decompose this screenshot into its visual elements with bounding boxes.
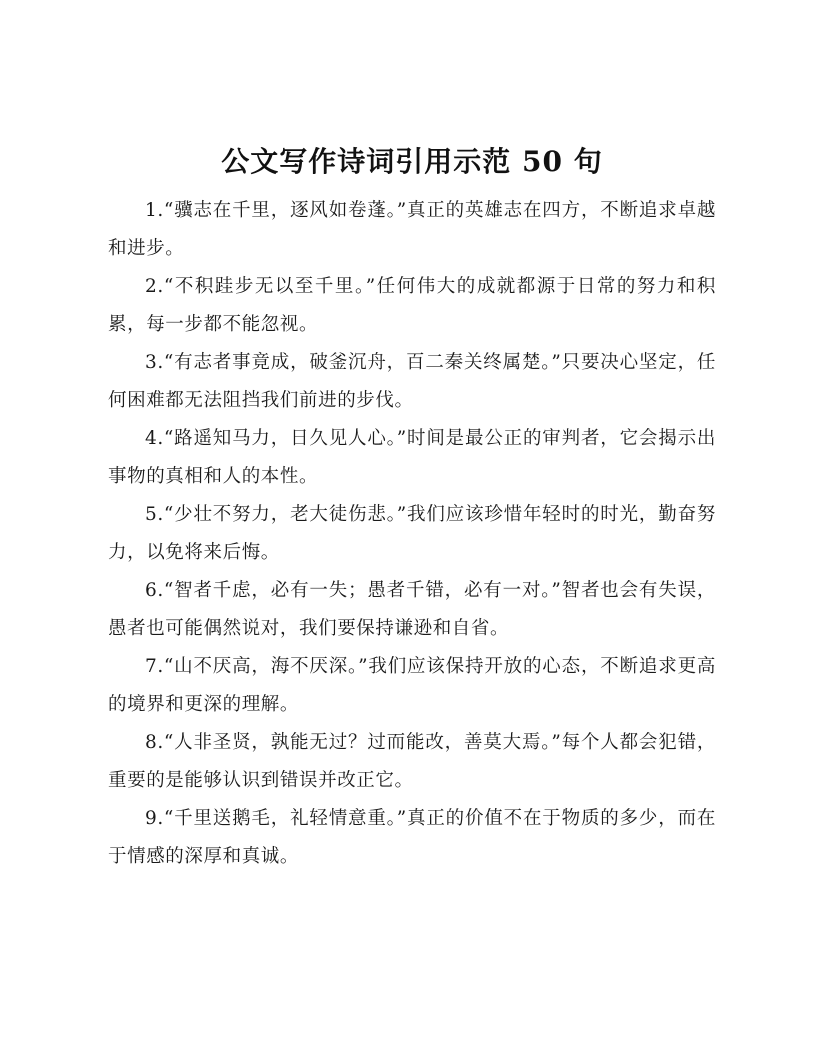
paragraph-6: 6.“智者千虑，必有一失；愚者千错，必有一对。”智者也会有失误，愚者也可能偶然说对，我们要保持谦逊和自省。 xyxy=(108,580,716,639)
paragraph-8: 8.“人非圣贤，孰能无过？过而能改，善莫大焉。”每个人都会犯错，重要的是能够认识到错误并改正它。 xyxy=(108,732,716,791)
paragraph-4: 4.“路遥知马力，日久见人心。”时间是最公正的审判者，它会揭示出事物的真相和人的本性。 xyxy=(108,428,716,487)
paragraph-9: 9.“千里送鹅毛，礼轻情意重。”真正的价值不在于物质的多少，而在于情感的深厚和真诚。 xyxy=(108,808,716,867)
paragraph-1: 1.“骥志在千里，逐风如卷蓬。”真正的英雄志在四方，不断追求卓越和进步。 xyxy=(108,200,716,259)
paragraph-7: 7.“山不厌高，海不厌深。”我们应该保持开放的心态，不断追求更高的境界和更深的理解。 xyxy=(108,656,716,715)
paragraph-2: 2.“不积跬步无以至千里。”任何伟大的成就都源于日常的努力和积累，每一步都不能忽视。 xyxy=(108,276,716,335)
document-body xyxy=(108,192,716,876)
document-title: 公文写作诗词引用示范 50 句 xyxy=(221,145,603,178)
paragraph-3: 3.“有志者事竟成，破釜沉舟，百二秦关终属楚。”只要决心坚定，任何困难都无法阻挡我们前进的步伐。 xyxy=(108,352,716,411)
paragraph-5: 5.“少壮不努力，老大徒伤悲。”我们应该珍惜年轻时的时光，勤奋努力，以免将来后悔。 xyxy=(108,504,716,563)
